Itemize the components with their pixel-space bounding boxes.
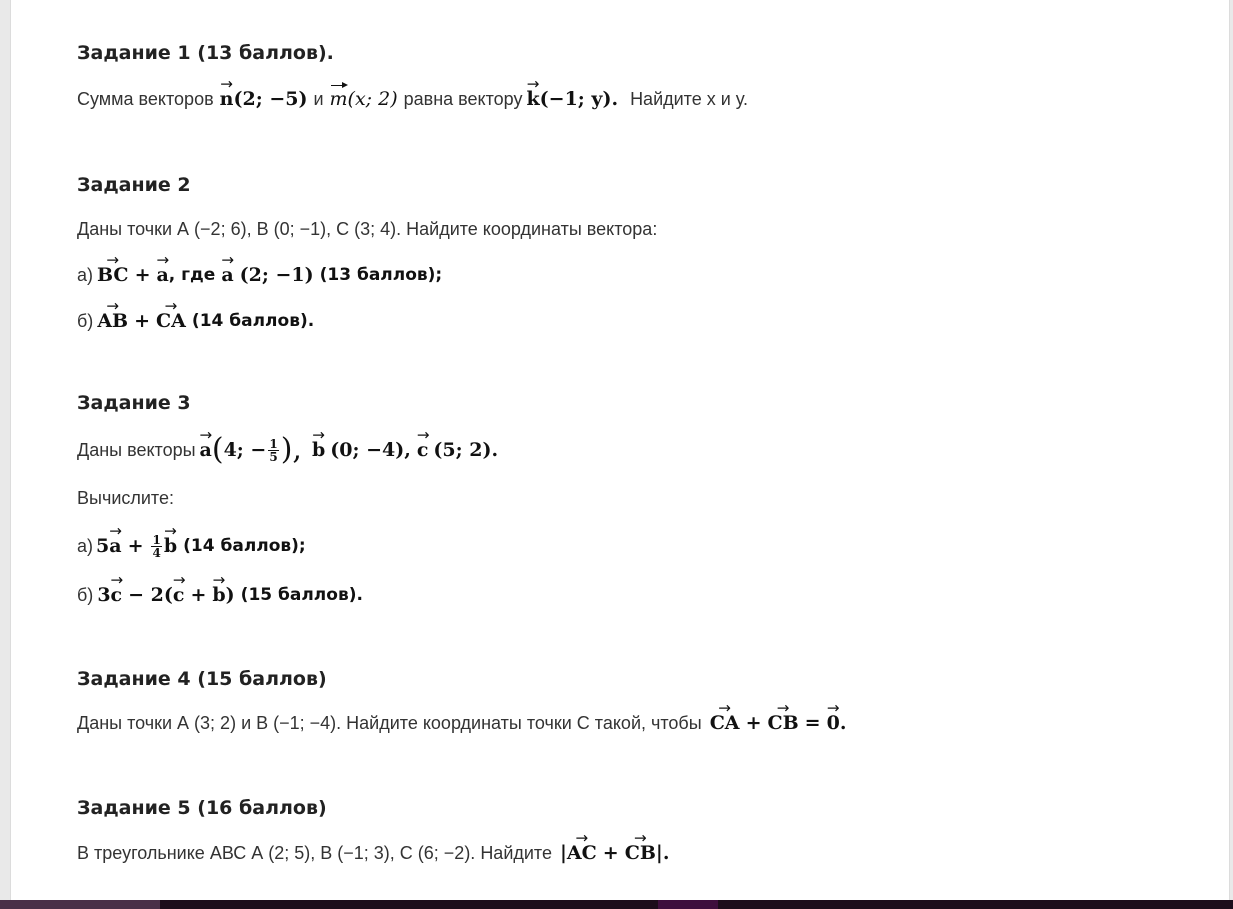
vector-n: n →	[220, 88, 234, 110]
task-2-part-b	[77, 306, 314, 336]
plus-sign: +	[190, 584, 207, 606]
vector-b-coords: (0; −4),	[330, 439, 411, 461]
abs-close: |.	[655, 842, 670, 864]
coefficient: 5	[96, 535, 110, 557]
task-2-part-a	[77, 260, 442, 290]
task-2-a-where: , где	[168, 265, 216, 285]
task-1-text-a: Сумма векторов	[77, 88, 214, 109]
plus-sign: +	[127, 535, 144, 557]
task-3-compute-label: Вычислите:	[77, 487, 174, 508]
task-4-statement	[77, 708, 846, 738]
task-3-text: Даны векторы	[77, 439, 196, 460]
plus-sign: +	[134, 264, 151, 286]
task-2-b-points: (14 баллов).	[191, 311, 315, 331]
open-paren: (	[211, 432, 224, 467]
coefficient: 3	[97, 584, 111, 606]
task-5-text: В треугольнике АВС А (2; 5), В (−1; 3), С (6; −2). Найдите	[77, 842, 552, 863]
vector-n-expression	[220, 88, 308, 110]
task-2-b-expression	[97, 310, 186, 332]
period: .	[839, 712, 847, 734]
fraction-one-fifth	[268, 438, 278, 463]
vector-bc: BC →	[97, 264, 129, 286]
task-1-title: Задание 1 (13 баллов).	[77, 42, 334, 64]
vector-c: c →	[173, 584, 185, 606]
task-2-a-points: (13 баллов);	[319, 265, 443, 285]
vector-ca: CA →	[156, 310, 186, 332]
vector-b-definition	[312, 439, 411, 461]
bottom-bar-segment	[658, 900, 718, 909]
vector-n-coords: (2; −5)	[233, 88, 308, 110]
vector-c: c →	[111, 584, 123, 606]
vector-a-coords: (2; −1)	[239, 264, 314, 286]
fraction-numerator: 1	[152, 532, 161, 547]
vector-k: k →	[526, 88, 539, 110]
task-3-statement	[77, 430, 498, 470]
vector-a: a →	[109, 535, 121, 557]
bottom-bar	[0, 900, 1233, 909]
task-2-title: Задание 2	[77, 174, 191, 196]
task-2-statement: Даны точки А (−2; 6), В (0; −1), С (3; 4). Найдите координаты вектора:	[77, 218, 658, 239]
task-4-expression	[710, 712, 847, 734]
vector-c: c →	[417, 439, 429, 461]
expression-part: − 2(	[128, 584, 173, 606]
task-1-text-b: равна вектору	[403, 88, 523, 109]
close-paren: ),	[280, 432, 302, 467]
plus-sign: +	[602, 842, 619, 864]
task-5-statement	[77, 838, 669, 868]
fraction-one-quarter	[151, 534, 161, 559]
abs-open: |	[560, 842, 567, 864]
fraction-numerator: 1	[269, 436, 278, 451]
vector-ac: AC →	[567, 842, 597, 864]
vector-ab: AB →	[97, 310, 128, 332]
vector-a: a →	[200, 439, 212, 461]
bottom-bar-segment	[0, 900, 160, 909]
plus-sign: +	[745, 712, 762, 734]
task-4-text: Даны точки А (3; 2) и В (−1; −4). Найдите координаты точки С такой, чтобы	[77, 712, 702, 733]
vector-a-definition	[199, 432, 302, 467]
task-3-a-expression	[96, 534, 177, 559]
task-1-text-c: Найдите х и у.	[630, 88, 748, 109]
zero-vector: 0 →	[827, 712, 840, 734]
vector-b: b →	[164, 535, 177, 557]
task-3-a-points: (14 баллов);	[183, 536, 306, 556]
task-2-a-vector-def	[221, 264, 313, 286]
vector-k-coords: (−1; y).	[539, 88, 619, 110]
vector-ca: CA →	[710, 712, 740, 734]
fraction-denominator: 4	[152, 545, 161, 560]
task-3-b-points: (15 баллов).	[240, 585, 363, 605]
vector-a: a →	[156, 264, 168, 286]
fraction-denominator: 5	[269, 449, 278, 464]
task-1-and: и	[313, 88, 324, 109]
vector-a-coord: 4; −	[223, 439, 267, 461]
task-3-part-a	[77, 526, 306, 566]
plus-sign: +	[134, 310, 151, 332]
vector-cb: CB →	[625, 842, 656, 864]
task-5-expression	[560, 842, 669, 864]
vector-c-definition	[417, 439, 498, 461]
vector-m-expression	[330, 88, 398, 110]
document-page	[10, 0, 1230, 900]
vector-k-expression	[526, 88, 618, 110]
vector-a: a →	[221, 264, 233, 286]
vector-m: m	[329, 88, 348, 110]
task-1-statement	[77, 84, 748, 114]
task-2-a-label: а)	[77, 264, 94, 285]
task-2-a-expression	[97, 264, 169, 286]
equals-sign: =	[804, 712, 821, 734]
vector-m-coords: (x; 2)	[347, 88, 398, 110]
task-2-b-label: б)	[77, 310, 94, 331]
vector-cb: CB →	[767, 712, 798, 734]
task-3-a-label: а)	[77, 535, 94, 556]
task-4-title: Задание 4 (15 баллов)	[77, 668, 327, 690]
close-paren: )	[225, 584, 235, 606]
task-3-title: Задание 3	[77, 392, 191, 414]
task-3-b-label: б)	[77, 584, 94, 605]
vector-b: b →	[212, 584, 225, 606]
vector-b: b →	[312, 439, 325, 461]
task-5-title: Задание 5 (16 баллов)	[77, 797, 327, 819]
task-3-b-expression	[97, 584, 234, 606]
vector-c-coords: (5; 2).	[433, 439, 499, 461]
task-3-part-b	[77, 578, 363, 612]
